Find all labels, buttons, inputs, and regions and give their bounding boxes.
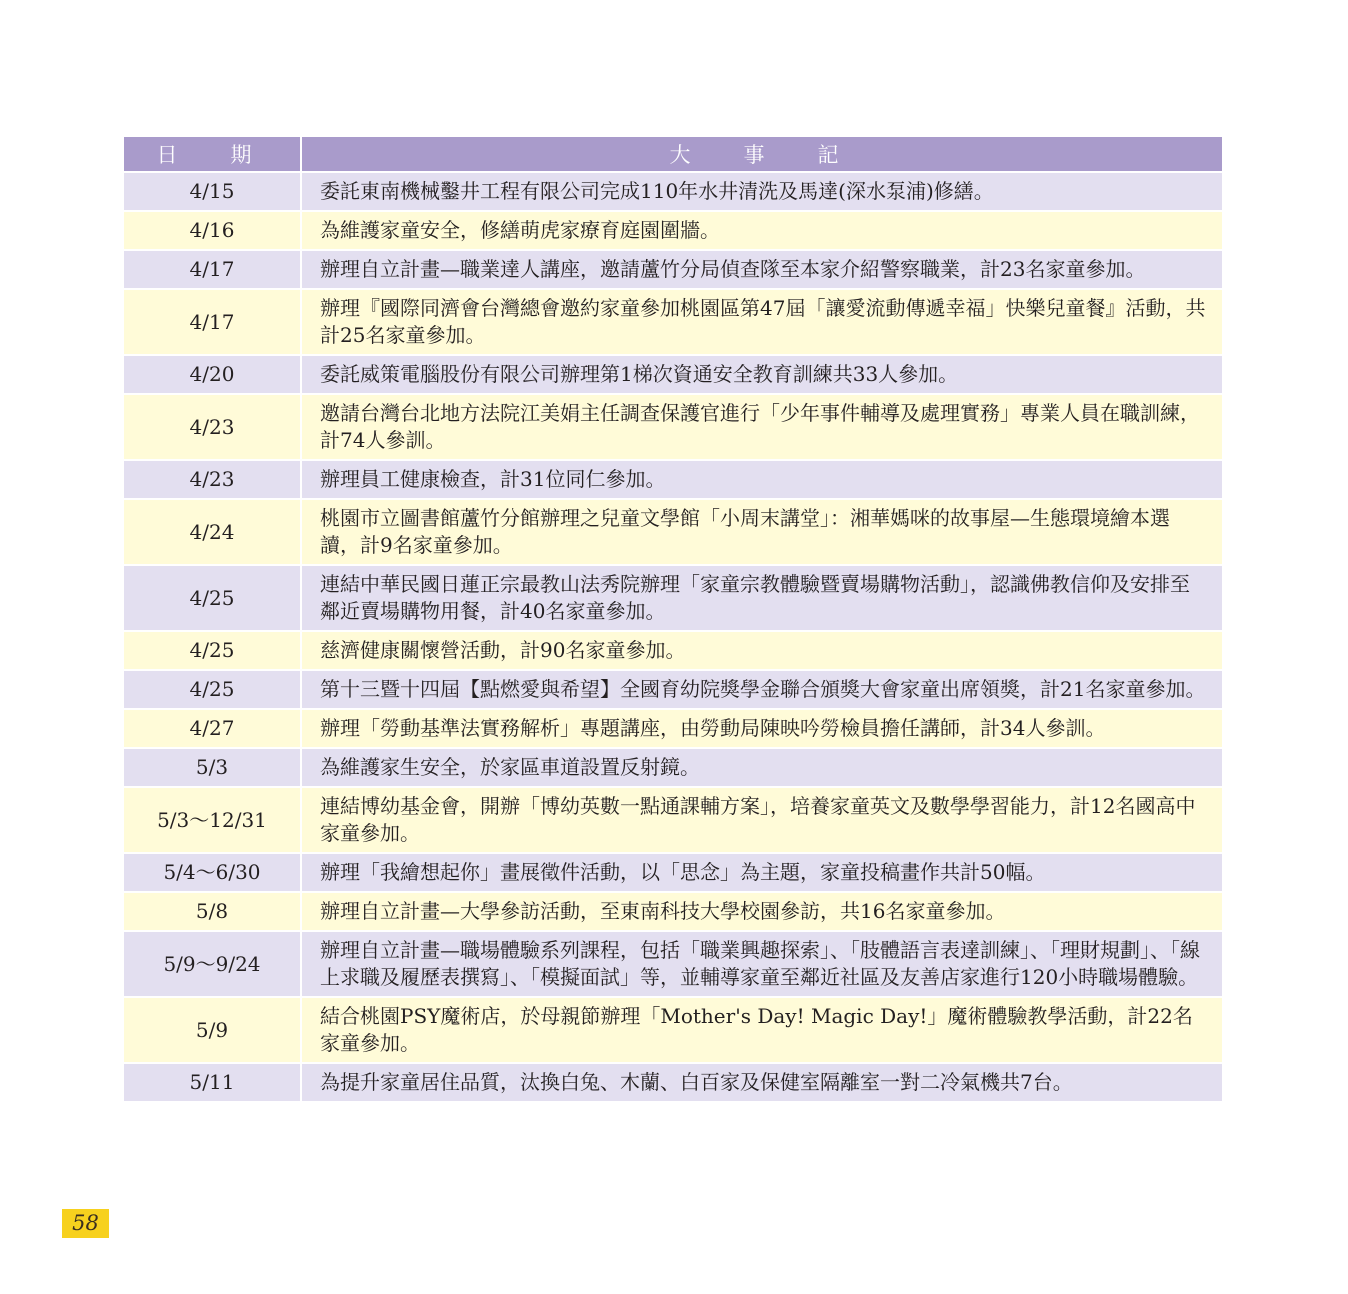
- event-description: 辦理「我繪想起你」畫展徵件活動，以「思念」為主題，家童投稿畫作共計50幅。: [301, 853, 1222, 892]
- table-row: [124, 1063, 1222, 1102]
- event-date: 4/25: [124, 670, 301, 709]
- event-date: 5/3～12/31: [124, 787, 301, 853]
- table-row: [124, 394, 1222, 460]
- event-date: 4/23: [124, 394, 301, 460]
- event-date: 5/9: [124, 997, 301, 1063]
- table-row: [124, 709, 1222, 748]
- event-description: 辦理自立計畫—大學參訪活動，至東南科技大學校園參訪，共16名家童參加。: [301, 892, 1222, 931]
- page-number: 58: [62, 1209, 109, 1238]
- event-date: 5/3: [124, 748, 301, 787]
- table-row: [124, 631, 1222, 670]
- table-row: [124, 211, 1222, 250]
- event-description: 委託威策電腦股份有限公司辦理第1梯次資通安全教育訓練共33人參加。: [301, 355, 1222, 394]
- table-header-row: [124, 137, 1222, 172]
- event-date: 5/9～9/24: [124, 931, 301, 997]
- table-row: [124, 853, 1222, 892]
- event-description: 連結中華民國日蓮正宗最教山法秀院辦理「家童宗教體驗暨賣場購物活動」，認識佛教信仰及安排至鄰近賣場購物用餐，計40名家童參加。: [301, 565, 1222, 631]
- event-date: 5/4～6/30: [124, 853, 301, 892]
- event-date: 4/25: [124, 565, 301, 631]
- event-description: 為維護家童安全，修繕萌虎家療育庭園圍牆。: [301, 211, 1222, 250]
- event-date: 4/17: [124, 289, 301, 355]
- table-row: [124, 670, 1222, 709]
- event-description: 結合桃園PSY魔術店，於母親節辦理「Mother's Day! Magic Day!」魔術體驗教學活動，計22名家童參加。: [301, 997, 1222, 1063]
- table-row: [124, 499, 1222, 565]
- event-date: 4/27: [124, 709, 301, 748]
- table-row: [124, 931, 1222, 997]
- table-body: [124, 172, 1222, 1102]
- event-description: 辦理自立計畫—職場體驗系列課程，包括「職業興趣探索」、「肢體語言表達訓練」、「理財規劃」、「線上求職及履歷表撰寫」、「模擬面試」等，並輔導家童至鄰近社區及友善店家進行120小時職場體驗。: [301, 931, 1222, 997]
- event-description: 慈濟健康關懷營活動，計90名家童參加。: [301, 631, 1222, 670]
- table-row: [124, 250, 1222, 289]
- event-description: 辦理「勞動基準法實務解析」專題講座，由勞動局陳映吟勞檢員擔任講師，計34人參訓。: [301, 709, 1222, 748]
- event-description: 為提升家童居住品質，汰換白兔、木蘭、白百家及保健室隔離室一對二冷氣機共7台。: [301, 1063, 1222, 1102]
- table-row: [124, 997, 1222, 1063]
- event-date: 4/24: [124, 499, 301, 565]
- table-row: [124, 460, 1222, 499]
- event-date: 4/16: [124, 211, 301, 250]
- event-description: 辦理自立計畫—職業達人講座，邀請蘆竹分局偵查隊至本家介紹警察職業，計23名家童參加。: [301, 250, 1222, 289]
- table-row: [124, 289, 1222, 355]
- table-row: [124, 172, 1222, 211]
- event-date: 4/23: [124, 460, 301, 499]
- table-row: [124, 565, 1222, 631]
- event-date: 4/17: [124, 250, 301, 289]
- event-date: 4/25: [124, 631, 301, 670]
- event-date: 5/8: [124, 892, 301, 931]
- event-date: 5/11: [124, 1063, 301, 1102]
- date-column-header: 日 期: [124, 137, 301, 172]
- event-description: 連結博幼基金會，開辦「博幼英數一點通課輔方案」，培養家童英文及數學學習能力，計12名國高中家童參加。: [301, 787, 1222, 853]
- event-description: 辦理員工健康檢查，計31位同仁參加。: [301, 460, 1222, 499]
- event-description: 辦理『國際同濟會台灣總會邀約家童參加桃園區第47屆「讓愛流動傳遞幸福」快樂兒童餐』活動，共計25名家童參加。: [301, 289, 1222, 355]
- event-description: 第十三暨十四屆【點燃愛與希望】全國育幼院獎學金聯合頒獎大會家童出席領獎，計21名家童參加。: [301, 670, 1222, 709]
- table-row: [124, 892, 1222, 931]
- event-date: 4/20: [124, 355, 301, 394]
- table-row: [124, 355, 1222, 394]
- event-description: 委託東南機械鑿井工程有限公司完成110年水井清洗及馬達(深水泵浦)修繕。: [301, 172, 1222, 211]
- event-date: 4/15: [124, 172, 301, 211]
- event-description: 為維護家生安全，於家區車道設置反射鏡。: [301, 748, 1222, 787]
- table-row: [124, 748, 1222, 787]
- events-table: [124, 137, 1222, 1103]
- event-description: 邀請台灣台北地方法院江美娟主任調查保護官進行「少年事件輔導及處理實務」專業人員在職訓練，計74人參訓。: [301, 394, 1222, 460]
- event-column-header: 大 事 記: [301, 137, 1222, 172]
- event-description: 桃園市立圖書館蘆竹分館辦理之兒童文學館「小周末講堂」：湘華媽咪的故事屋—生態環境繪本選讀，計9名家童參加。: [301, 499, 1222, 565]
- table-row: [124, 787, 1222, 853]
